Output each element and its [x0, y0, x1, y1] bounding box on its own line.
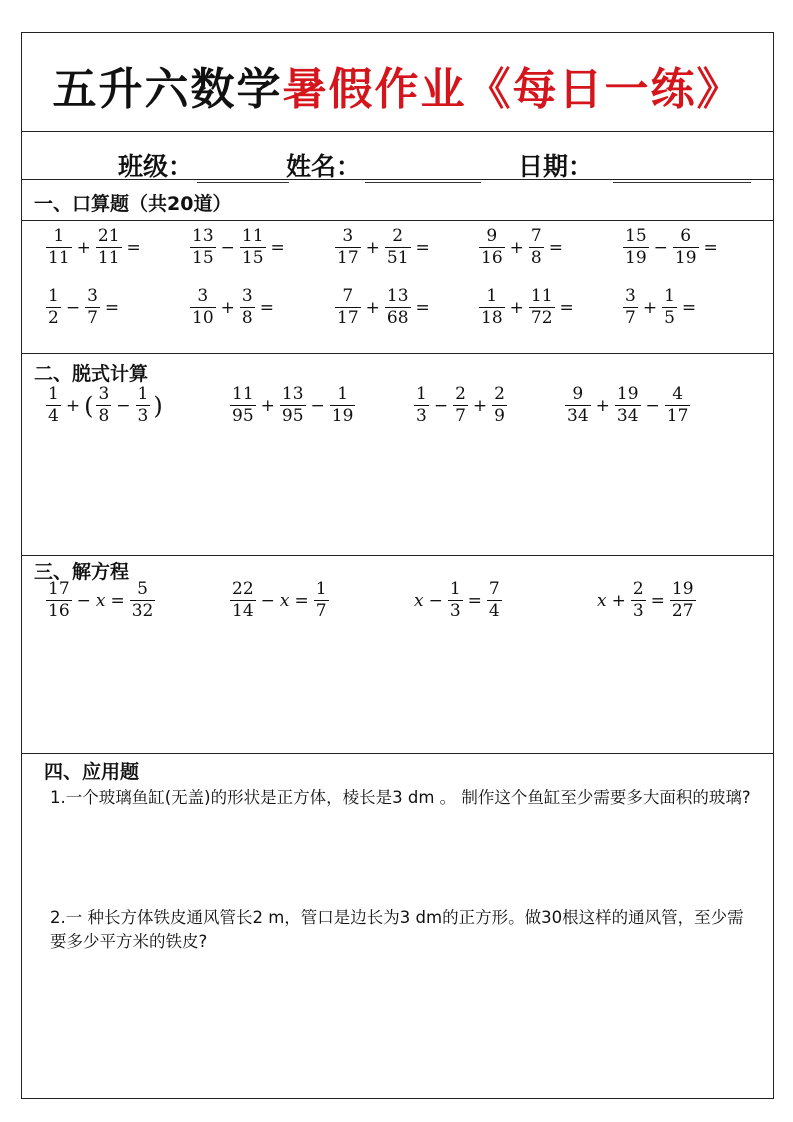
section2-title: 二、脱式计算: [34, 363, 149, 385]
denominator: 18: [481, 308, 503, 328]
denominator: 16: [48, 601, 70, 621]
fraction: [565, 385, 591, 426]
fraction: [314, 580, 329, 621]
math-expression: [44, 580, 157, 621]
numerator: 5: [137, 579, 148, 599]
fraction: [96, 227, 122, 268]
numerator: 13: [192, 226, 214, 246]
denominator: 8: [530, 248, 542, 268]
numerator: 1: [137, 384, 149, 404]
denominator: 3: [449, 601, 461, 621]
page-title: [22, 53, 773, 117]
operator: +: [509, 297, 524, 318]
operator: +: [611, 590, 626, 611]
math-expression: [333, 227, 433, 268]
class-label: 班级：: [118, 152, 194, 181]
date-label: 日期：: [518, 152, 594, 181]
numerator: 1: [315, 579, 327, 599]
denominator: 7: [87, 308, 98, 328]
denominator: 9: [494, 406, 505, 426]
math-expression: [228, 580, 331, 621]
operator: =: [270, 237, 285, 258]
numerator: 7: [488, 579, 500, 599]
fraction: [230, 385, 256, 426]
denominator: 34: [567, 406, 589, 426]
denominator: 19: [625, 248, 647, 268]
operator: =: [126, 237, 141, 258]
fraction: [492, 385, 507, 426]
math-expression: [563, 385, 692, 426]
name-label: 姓名：: [286, 152, 362, 181]
denominator: 17: [337, 308, 359, 328]
denominator: 15: [241, 248, 264, 268]
math-expression: [333, 287, 433, 328]
divider: [22, 220, 773, 221]
fraction: [335, 287, 361, 328]
math-expression: [44, 287, 122, 328]
operator: =: [104, 297, 120, 318]
numerator: 21: [97, 226, 120, 246]
variable-x: x: [279, 590, 290, 611]
denominator: 14: [232, 601, 254, 621]
fraction: [623, 287, 638, 328]
operator: =: [467, 590, 482, 611]
fraction: [487, 580, 502, 621]
operator: −: [116, 395, 131, 416]
operator: +: [509, 237, 524, 258]
operator: +: [642, 297, 658, 318]
numerator: 3: [625, 286, 636, 306]
operator: =: [650, 590, 665, 611]
operator: +: [365, 297, 380, 318]
math-expression: [477, 227, 566, 268]
operator: +: [472, 395, 488, 416]
fraction: [479, 227, 505, 268]
numerator: 19: [616, 384, 639, 404]
numerator: 9: [572, 384, 584, 404]
fraction: [136, 385, 151, 426]
fraction: [130, 580, 156, 621]
denominator: 11: [48, 248, 70, 268]
numerator: 13: [281, 384, 304, 404]
operator: =: [259, 297, 274, 318]
fraction: [46, 227, 72, 268]
numerator: 1: [486, 286, 498, 306]
variable-x: x: [414, 590, 424, 611]
numerator: 3: [197, 286, 209, 306]
fraction: [240, 287, 255, 328]
fraction: [190, 227, 216, 268]
parenthesis: (: [84, 391, 94, 420]
numerator: 3: [98, 384, 110, 404]
math-expression: [228, 385, 357, 426]
fraction: [453, 385, 468, 426]
numerator: 11: [241, 226, 264, 246]
denominator: 4: [48, 406, 59, 426]
fraction: [673, 227, 699, 268]
section4-title: 四、应用题: [44, 761, 140, 783]
operator: =: [703, 237, 718, 258]
word-problem-2: 2.一 种长方体铁皮通风管长2 m，管口是边长为3 dm的正方形。做30根这样的通风管，至少需要多少平方米的铁皮?: [50, 908, 744, 951]
date-field: [518, 147, 751, 183]
numerator: 13: [386, 286, 409, 306]
name-field: [286, 147, 481, 183]
denominator: 51: [386, 248, 409, 268]
numerator: 17: [48, 579, 70, 599]
math-expression: [621, 227, 721, 268]
fraction: [335, 227, 361, 268]
fraction: [85, 287, 100, 328]
denominator: 5: [664, 308, 675, 328]
denominator: 2: [48, 308, 59, 328]
denominator: 4: [488, 601, 500, 621]
fraction: [623, 227, 649, 268]
fraction: [662, 287, 677, 328]
fraction: [190, 287, 216, 328]
fraction: [96, 385, 111, 426]
numerator: 6: [680, 226, 692, 246]
numerator: 11: [232, 384, 254, 404]
numerator: 1: [449, 579, 461, 599]
operator: −: [428, 590, 443, 611]
numerator: 11: [530, 286, 553, 306]
fraction: [529, 287, 555, 328]
operator: =: [559, 297, 574, 318]
operator: −: [645, 395, 660, 416]
divider: [22, 353, 773, 354]
denominator: 72: [530, 308, 553, 328]
math-expression: [44, 385, 164, 426]
denominator: 17: [666, 406, 689, 426]
denominator: 32: [131, 601, 154, 621]
operator: −: [220, 237, 235, 258]
denominator: 3: [137, 406, 149, 426]
section3-title: 三、解方程: [34, 561, 130, 583]
divider: [22, 555, 773, 556]
title-part-red: 暑假作业《每日一练》: [282, 64, 743, 115]
math-expression: [595, 580, 698, 621]
operator: −: [65, 297, 81, 318]
numerator: 1: [48, 286, 59, 306]
fraction: [46, 385, 61, 426]
denominator: 7: [625, 308, 636, 328]
math-expression: [188, 287, 277, 328]
fraction: [330, 385, 356, 426]
numerator: 7: [530, 226, 542, 246]
operator: +: [220, 297, 235, 318]
fraction: [230, 580, 256, 621]
divider: [22, 179, 773, 180]
denominator: 15: [192, 248, 214, 268]
operator: =: [110, 590, 125, 611]
denominator: 3: [416, 406, 427, 426]
variable-x: x: [597, 590, 607, 611]
numerator: 1: [664, 286, 675, 306]
math-expression: [44, 227, 144, 268]
divider: [22, 131, 773, 132]
numerator: 2: [494, 384, 505, 404]
operator: +: [65, 395, 81, 416]
numerator: 22: [232, 579, 254, 599]
math-expression: [188, 227, 288, 268]
operator: =: [294, 590, 309, 611]
fraction: [280, 385, 306, 426]
worksheet: [21, 32, 774, 1099]
fraction: [448, 580, 463, 621]
fraction: [670, 580, 696, 621]
math-expression: [412, 385, 509, 426]
numerator: 7: [342, 286, 354, 306]
denominator: 95: [281, 406, 304, 426]
numerator: 3: [87, 286, 98, 306]
operator: −: [76, 590, 91, 611]
numerator: 2: [632, 579, 644, 599]
operator: −: [653, 237, 668, 258]
denominator: 95: [232, 406, 254, 426]
numerator: 1: [416, 384, 427, 404]
parenthesis: ): [153, 391, 163, 420]
denominator: 11: [97, 248, 120, 268]
operator: =: [681, 297, 697, 318]
numerator: 1: [53, 226, 65, 246]
denominator: 10: [192, 308, 214, 328]
fraction: [414, 385, 429, 426]
denominator: 3: [632, 601, 644, 621]
operator: +: [595, 395, 610, 416]
numerator: 3: [241, 286, 253, 306]
fraction: [46, 287, 61, 328]
variable-x: x: [95, 590, 106, 611]
denominator: 16: [481, 248, 503, 268]
word-problem-1: 1.一个玻璃鱼缸(无盖)的形状是正方体，棱长是3 dm 。 制作这个鱼缸至少需要多大面积的玻璃?: [50, 788, 751, 807]
fraction: [385, 287, 411, 328]
operator: −: [433, 395, 449, 416]
operator: −: [260, 590, 275, 611]
denominator: 7: [455, 406, 466, 426]
numerator: 15: [625, 226, 647, 246]
operator: =: [415, 237, 430, 258]
operator: +: [260, 395, 275, 416]
operator: +: [365, 237, 380, 258]
numerator: 2: [455, 384, 466, 404]
denominator: 8: [98, 406, 110, 426]
fraction: [479, 287, 505, 328]
numerator: 3: [342, 226, 354, 246]
fraction: [631, 580, 646, 621]
numerator: 4: [672, 384, 684, 404]
section1-title: 一、口算题（共20道）: [34, 193, 232, 215]
fraction: [615, 385, 641, 426]
operator: =: [415, 297, 430, 318]
fraction: [240, 227, 266, 268]
math-expression: [477, 287, 577, 328]
class-field: [118, 147, 289, 183]
numerator: 19: [671, 579, 694, 599]
math-expression: [412, 580, 504, 621]
numerator: 9: [486, 226, 498, 246]
fraction: [46, 580, 72, 621]
math-expression: [621, 287, 699, 328]
denominator: 8: [241, 308, 253, 328]
title-part-black: 五升六数学: [52, 64, 283, 115]
fraction: [665, 385, 691, 426]
denominator: 19: [331, 406, 354, 426]
denominator: 19: [674, 248, 697, 268]
operator: −: [310, 395, 325, 416]
fraction: [385, 227, 411, 268]
operator: =: [548, 237, 563, 258]
denominator: 27: [671, 601, 694, 621]
numerator: 1: [48, 384, 59, 404]
denominator: 34: [616, 406, 639, 426]
denominator: 68: [386, 308, 409, 328]
operator: +: [76, 237, 91, 258]
divider: [22, 753, 773, 754]
denominator: 7: [315, 601, 327, 621]
numerator: 1: [337, 384, 349, 404]
numerator: 2: [392, 226, 404, 246]
fraction: [529, 227, 544, 268]
denominator: 17: [337, 248, 359, 268]
